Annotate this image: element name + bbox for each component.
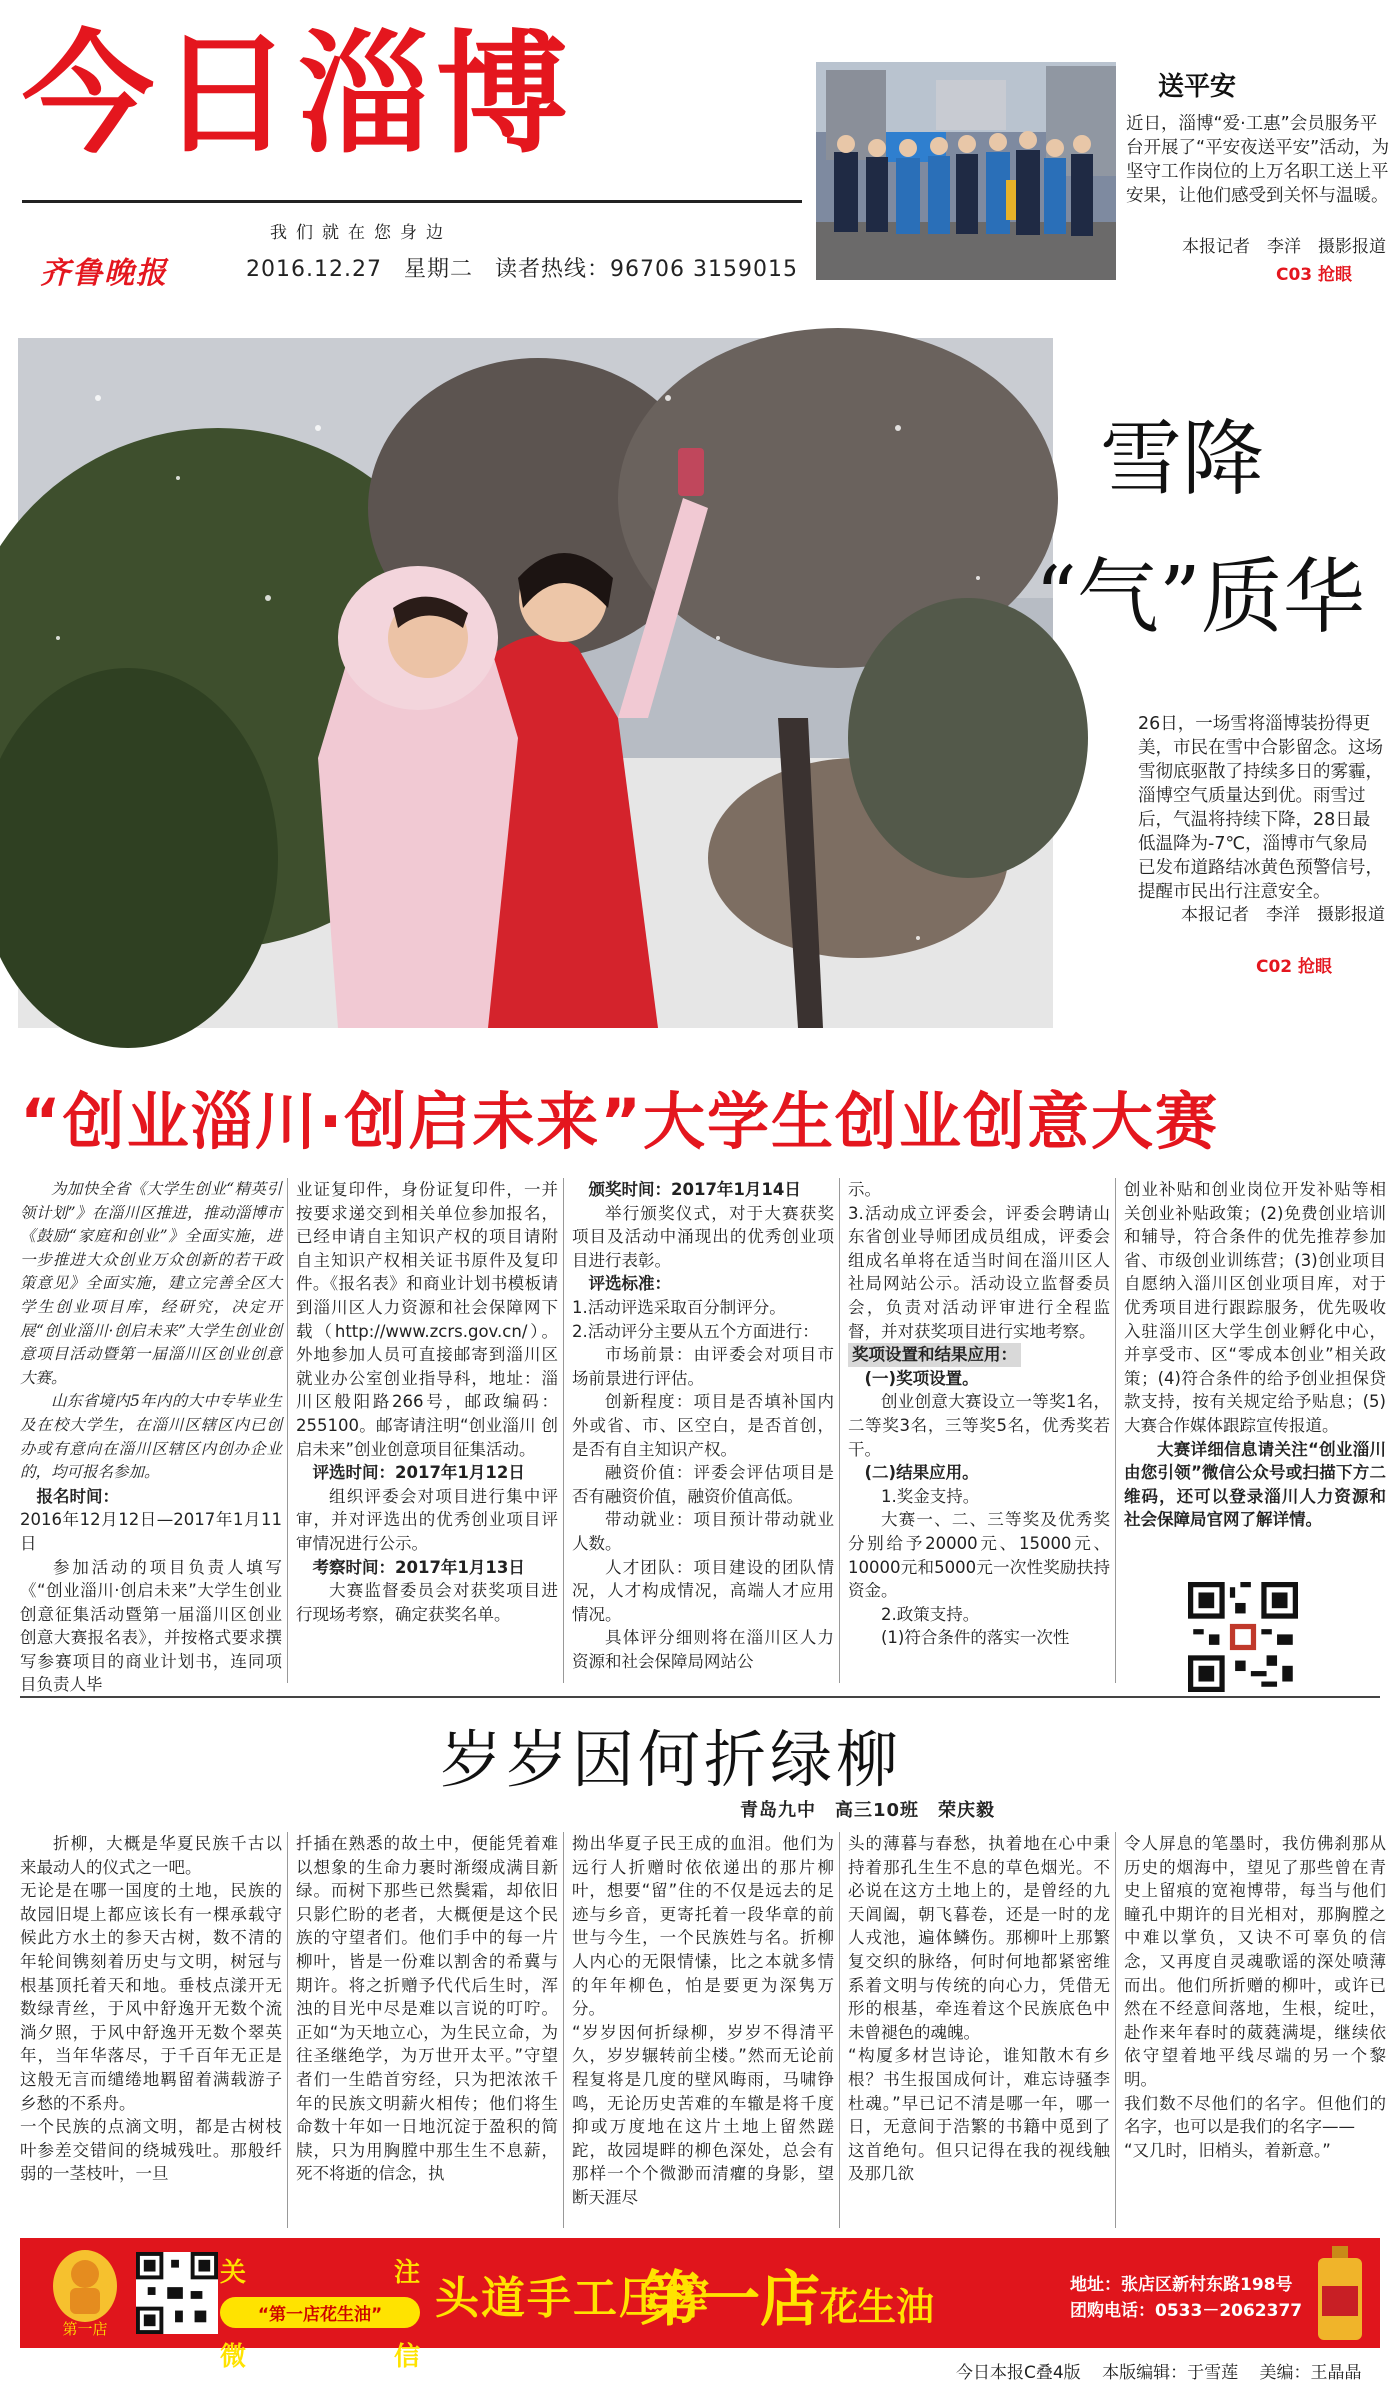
contest-column-3: [572, 1178, 834, 1683]
contest-criteria-heading: 评选标准：: [588, 1274, 671, 1294]
column-divider: [1115, 1832, 1116, 2228]
footer-editor: 本版编辑：于雪莲: [1102, 2363, 1239, 2383]
essay-column-3: 拗出华夏子民王成的血泪。他们为远行人折赠时依依递出的那片柳叶，想要“留”住的不仅是远去的足迹与乡音，更寄托着一段华章的前世与今生，一个民族姓与名。折柳人内心的无限情愫，比之本就多情的年年柳色，怕是要更为深隽万分。 “岁岁因何折绿柳，岁岁不得清平久，岁岁辗转前尘楼。”然而无论前程复将是几度的壁风晦雨，马啸铮鸣，无论历史苦难的车辙是将千度抑或万度地在这片土地上留然蹉跎，故园堤畔的柳色深处，总会有那样一个个微渺而清癯的身影，望断天涯尽: [572, 1834, 834, 2207]
oil-bottle-icon: [1312, 2246, 1368, 2342]
column-divider: [563, 1832, 564, 2228]
contest-registration-text: 参加活动的项目负责人填写《“创业淄川·创启未来”大学生创业创意征集活动暨第一届淄川区创业创意大赛报名表》，并按格式要求撰写参赛项目的商业计划书，连同项目负责人毕: [20, 1557, 282, 1695]
ad-qr-code-icon[interactable]: [136, 2252, 218, 2334]
photo-page-jump[interactable]: C02 抢眼: [1256, 957, 1333, 977]
contest-registration-dates: 2016年12月12日—2017年1月11日: [20, 1510, 282, 1553]
brand-logo-text: 第一店: [62, 2320, 108, 2338]
contest-award-date: 颁奖时间：2017年1月14日: [588, 1180, 801, 1199]
sub-logo: 齐鲁晚报: [40, 256, 168, 291]
column-divider: [563, 1178, 564, 1683]
ad-wechat-account: “第一店花生油”: [220, 2297, 420, 2328]
photo-headline-line1: 雪降: [1100, 412, 1265, 507]
contest-col4-text7: (1)符合条件的落实一次性: [881, 1628, 1070, 1648]
contest-col3-text7: 带动就业：项目预计带动就业人数。: [572, 1510, 834, 1553]
contest-headline: “创业淄川·创启未来”大学生创业创意大赛: [20, 1085, 1220, 1158]
contest-col3-text1: 举行颁奖仪式，对于大赛获奖项目及活动中涌现出的优秀创业项目进行表彰。: [572, 1203, 834, 1270]
reader-hotline: 读者热线：96706 3159015: [494, 257, 798, 282]
photo-credit: 本报记者 李洋 摄影报道: [1181, 905, 1385, 925]
ad-phone: 团购电话：0533－2062377: [1070, 2301, 1303, 2321]
essay-author: 青岛九中 高三10班 荣庆毅: [740, 1800, 996, 1821]
section-rule: [20, 1696, 1380, 1698]
qr-code-icon[interactable]: [1188, 1582, 1298, 1692]
contest-col3-text6: 融资价值：评委会评估项目是否有融资价值，融资价值高低。: [572, 1463, 834, 1506]
contest-review-date: 评选时间：2017年1月12日: [312, 1463, 525, 1483]
contest-col4-text6: 2.政策支持。: [881, 1604, 980, 1624]
column-divider: [287, 1178, 288, 1683]
issue-weekday: 星期二: [403, 257, 473, 282]
contest-col3-text5: 创新程度：项目是否填补国内外或省、市、区空白，是否首创，是否有自主知识产权。: [572, 1392, 834, 1459]
ad-follow-char: 微: [220, 2342, 247, 2372]
contest-registration-heading: 报名时间：: [36, 1486, 119, 1506]
teaser-page-jump[interactable]: C03 抢眼: [1276, 265, 1353, 285]
ad-follow-char: 关: [220, 2258, 247, 2288]
contest-awards-heading: 奖项设置和结果应用：: [848, 1343, 1021, 1367]
contest-column-4: [848, 1178, 1110, 1683]
contest-col3-text2: 1.活动评选采取百分制评分。: [572, 1297, 786, 1317]
main-snow-photo: [18, 338, 1053, 1028]
contest-col3-text4: 市场前景：由评委会对项目市场前景进行评估。: [572, 1345, 834, 1388]
contest-col2-text1: 业证复印件，身份证复印件，一并按要求递交到相关单位参加报名，已经申请自主知识产权的项目请附自主知识产权相关证书原件及复印件。《报名表》和商业计划书模板请到淄川区人力资源和社会保障网下载（http://www.zcrs.gov.cn/）。外地参加人员可直接邮寄到淄川区就业办公室创业指导科，地址：淄川区般阳路266号，邮政编码：255100。邮寄请注明“创业淄川 创启未来”创业创意项目征集活动。: [296, 1180, 558, 1459]
masthead-title: 今日淄博: [22, 18, 574, 172]
issue-date: 2016.12.27: [246, 257, 382, 282]
ad-address: 地址：张店区新村东路198号: [1070, 2275, 1293, 2295]
photo-caption: 26日，一场雪将淄博装扮得更美，市民在雪中合影留念。这场雪彻底驱散了持续多日的雾霾，淄博空气质量达到优。雨雪过后，气温将持续下降，28日最低温降为-7℃，淄博市气象局已发布道路结冰黄色预警信号，提醒市民出行注意安全。: [1138, 714, 1383, 902]
peanut-oil-ad[interactable]: [20, 2238, 1380, 2372]
contest-inspection-date: 考察时间：2017年1月13日: [312, 1557, 525, 1577]
contest-col4-text4: 1.奖金支持。: [881, 1486, 980, 1506]
ad-slogan: 头道手工压榨: [435, 2273, 711, 2324]
page-footer: [940, 2358, 1362, 2383]
footer-pages: 今日本报C叠4版: [956, 2363, 1081, 2383]
contest-column-2: [296, 1178, 558, 1683]
contest-col5-text1: 创业补贴和创业岗位开发补贴等相关创业补贴政策；(2)免费创业培训和辅导，符合条件的优先推荐参加省、市级创业训练营；(3)创业项目自愿纳入淄川区创业项目库，对于优秀项目进行跟踪服务，优先吸收入驻淄川区大学生创业孵化中心，并享受市、区“零成本创业”相关政策；(4)符合条件的给予创业担保贷款支持，按有关规定给予贴息；(5)大赛合作媒体跟踪宣传报道。: [1124, 1180, 1386, 1435]
contest-col4-text1: 示。: [848, 1180, 881, 1199]
contest-col4-text3: 创业创意大赛设立一等奖1名，二等奖3名，三等奖5名，优秀奖若干。: [848, 1392, 1110, 1459]
footer-designer: 美编：王晶晶: [1259, 2363, 1362, 2383]
teaser-title: 送平安: [1158, 72, 1237, 102]
contest-col3-text8: 人才团队：项目建设的团队情况，人才构成情况，高端人才应用情况。: [572, 1557, 834, 1624]
teaser-credit: 本报记者 李洋 摄影报道: [1182, 237, 1386, 257]
masthead-slogan: 我们就在您身边: [270, 223, 452, 243]
ad-contact: [1070, 2272, 1302, 2324]
contest-eligibility: 山东省境内5年内的大中专毕业生及在校大学生，在淄川区辖区内已创办或有意向在淄川区辖区内创办企业的，均可报名参加。: [20, 1392, 282, 1482]
contest-column-1: [20, 1178, 282, 1695]
column-divider: [839, 1178, 840, 1683]
contest-lead: 为加快全省《大学生创业“精英引领计划”》在淄川区推进，推动淄博市《鼓励“家庭和创业”》全面实施，进一步推进大众创业万众创新的若干政策意见》全面实施，建立完善全区大学生创业项目库，经研究，决定开展“创业淄川·创启未来”大学生创业创意项目活动暨第一届淄川区创业创意大赛。: [20, 1180, 282, 1387]
essay-column-4: 头的薄暮与春愁，执着地在心中秉持着那孔生生不息的草色烟光。不必说在这方土地上的，是曾经的九天阊阖，朝飞暮卷，还是一时的龙人戎池，遍体鳞伤。那柳叶上那繁复交织的脉络，何时何地都紧密维系着文明与传统的向心力，凭借无形的根基，牵连着这个民族底色中未曾褪色的魂魄。 “构厦多材岂诗论，谁知散木有乡根？书生报国成何计，难忘诗骚李杜魂。”早已记不清是哪一年，哪一日，无意间于浩繁的书籍中觅到了这首绝句。但只记得在我的视线触及那几欲: [848, 1834, 1110, 2184]
ad-brand-suffix: 花生油: [820, 2284, 935, 2329]
contest-results-subheading: (二)结果应用。: [864, 1463, 979, 1483]
ad-brand: [640, 2252, 934, 2338]
contest-awards-subheading: (一)奖项设置。: [864, 1368, 979, 1388]
contest-col5-contact: 大赛详细信息请关注“创业淄川由您引领”微信公众号或扫描下方二维码，还可以登录淄川人力资源和社会保障局官网了解详情。: [1124, 1439, 1386, 1530]
contest-col2-text3: 大赛监督委员会对获奖项目进行现场考察，确定获奖名单。: [296, 1581, 558, 1624]
masthead-rule: [22, 200, 802, 203]
contest-col4-text5: 大赛一、二、三等奖及优秀奖分别给予20000元、15000元、10000元和5000元一次性奖励扶持资金。: [848, 1510, 1110, 1601]
contest-col3-text9: 具体评分细则将在淄川区人力资源和社会保障局网站公: [572, 1628, 834, 1671]
contest-column-5: [1124, 1178, 1386, 1578]
column-divider: [1115, 1178, 1116, 1683]
contest-col4-text2: 3.活动成立评委会，评委会聘请山东省创业导师团成员组成，评委会组成名单将在适当时间在淄川区人社局网站公示。活动设立监督委员会，负责对活动评审进行全程监督，并对获奖项目进行实地考察。: [848, 1203, 1110, 1341]
ad-brand-name: 第一店: [640, 2265, 820, 2335]
column-divider: [839, 1832, 840, 2228]
essay-column-5: 令人屏息的笔墨时，我仿佛刹那从历史的烟海中，望见了那些曾在青史上留痕的宽袍博带，每当与他们瞳孔中期许的目光相对，那胸膛之中难以掌负，又诀不可辜负的信念，又再度自灵魂歌谣的深处喷薄而出。他们所折赠的柳叶，或许已然在不经意间落地，生根，绽吐，赴作来年春时的葳蕤满堤，继续依依守望着地平线尽端的另一个黎明。 我们数不尽他们的名字。但他们的名字，也可以是我们的名字—— “又几时，旧梢头，着新意。”: [1124, 1834, 1386, 2160]
essay-column-1: 折柳，大概是华夏民族千古以来最动人的仪式之一吧。 无论是在哪一国度的土地，民族的故园旧堤上都应该长有一棵承载守候此方水土的参天古树，数不清的年轮间镌刻着历史与文明，树冠与根基顶托着天和地。垂枝点漾开无数绿青丝，于风中舒逸开无数个流淌夕照，于风中舒逸开无数个翠英年，当年华落尽，于千百年无正是这般无言而缱绻地羁留着满载游子乡愁的不系舟。 一个民族的点滴文明，都是古树枝叶参差交错间的绕城残吐。那般纤弱的一茎枝叶，一旦: [20, 1834, 282, 2184]
brand-logo-icon: [40, 2246, 130, 2340]
column-divider: [287, 1832, 288, 2228]
essay-title: 岁岁因何折绿柳: [440, 1723, 903, 1796]
contest-col3-text3: 2.活动评分主要从五个方面进行：: [572, 1321, 819, 1341]
photo-headline-line2: “气”质华: [1035, 550, 1365, 645]
teaser-photo: [816, 62, 1116, 280]
contest-col2-text2: 组织评委会对项目进行集中评审，并对评选出的优秀创业项目评审情况进行公示。: [296, 1486, 558, 1553]
essay-column-2: 扦插在熟悉的故土中，便能凭着难以想象的生命力裹时渐缀成满目新绿。而树下那些已然鬓霜，却依旧只影伫盼的老者，大概便是这个民族的守望者们。他们手中的每一片柳叶，皆是一份难以割舍的希冀与期许。将之折赠予代代后生时，浑浊的目光中尽是难以言说的叮咛。正如“为天地立心，为生民立命，为往圣继绝学，为万世开太平。”守望者们一生皓首穷经，只为把浓浓千年的民族文明薪火相传；他们将生命数十年如一日地沉淀于盈积的简牍，只为用胸膛中那生生不息薪，死不将逝的信念，执: [296, 1834, 558, 2184]
ad-follow-char: 注: [393, 2258, 420, 2288]
teaser-body: 近日，淄博“爱·工惠”会员服务平台开展了“平安夜送平安”活动，为坚守工作岗位的上万名职工送上平安果，让他们感受到关怀与温暖。: [1126, 114, 1390, 206]
ad-follow-char: 信: [393, 2342, 420, 2372]
ad-follow-block: [220, 2252, 420, 2373]
dateline: [246, 252, 812, 283]
